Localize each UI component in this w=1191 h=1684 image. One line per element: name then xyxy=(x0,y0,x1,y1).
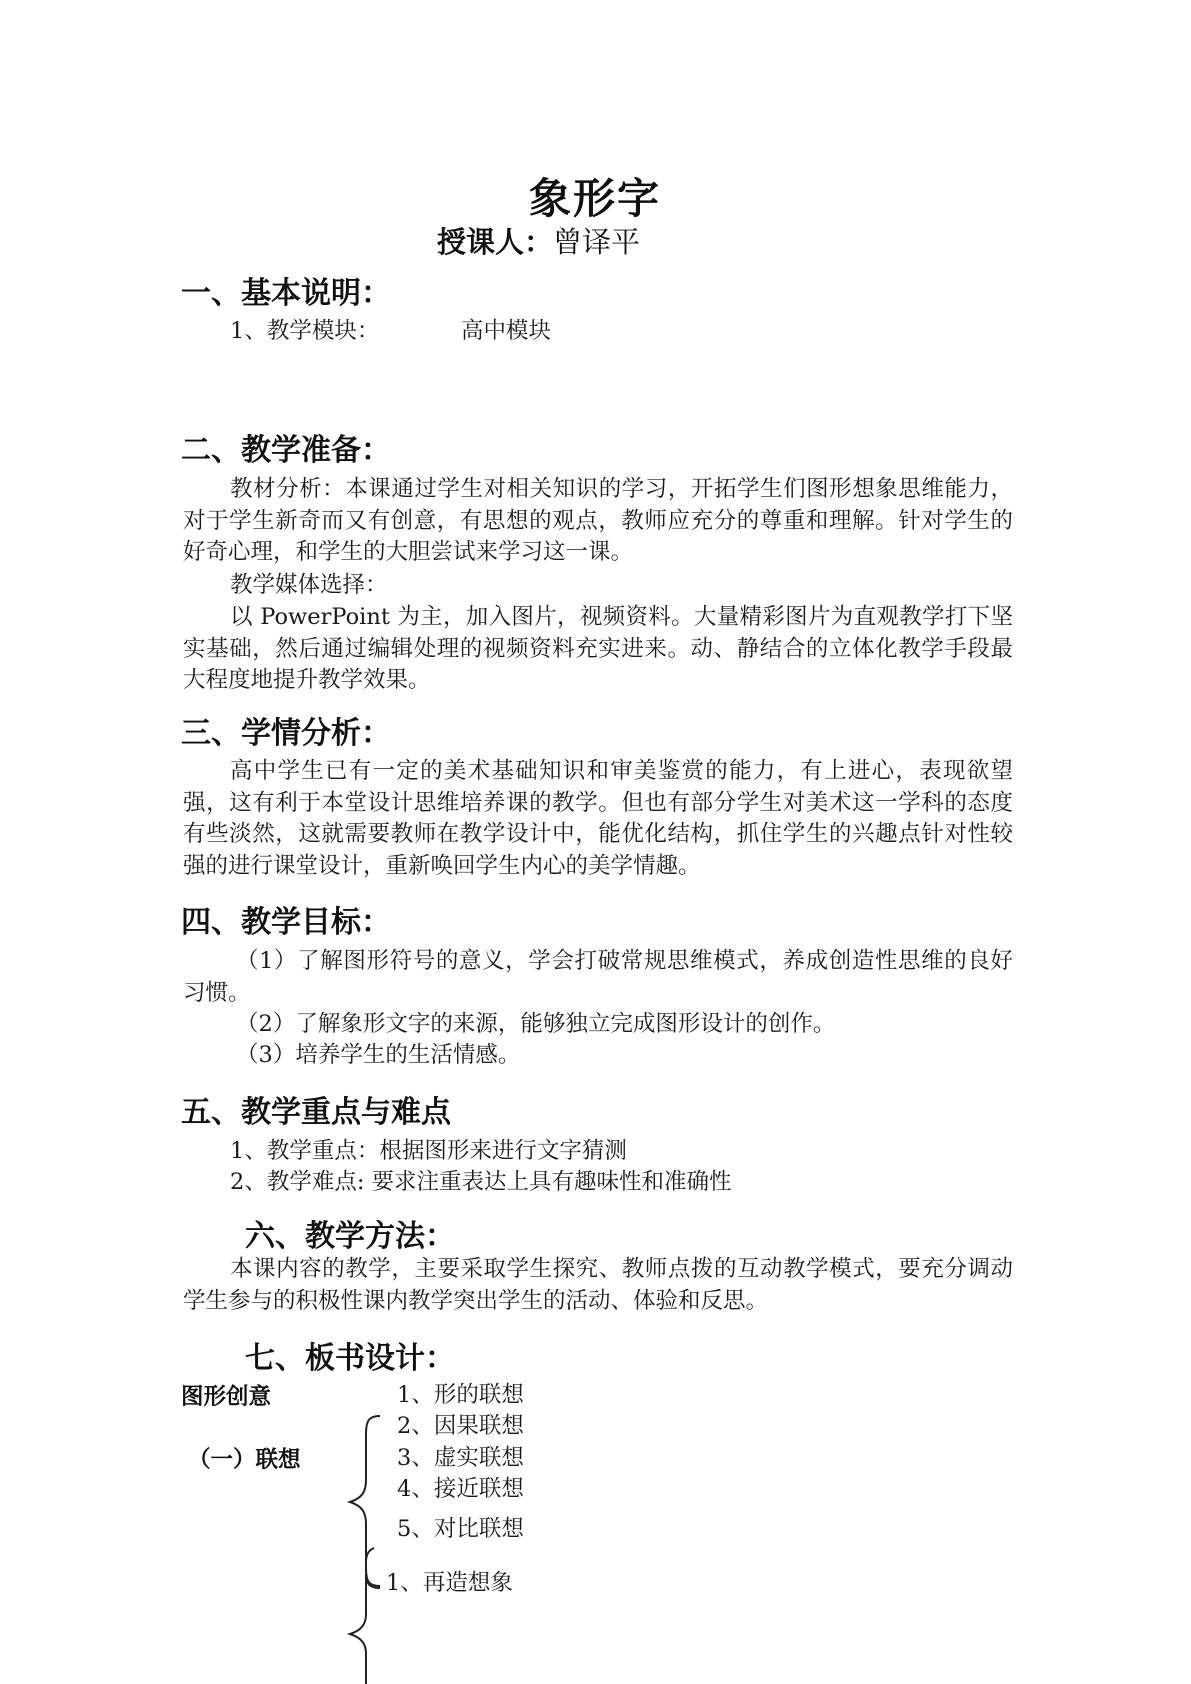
board-item-imagination: 1、再造想象 xyxy=(386,1570,513,1596)
board-title: 图形创意 xyxy=(181,1384,272,1410)
board-item: 3、虚实联想 xyxy=(397,1445,524,1471)
section-heading-methods: 六、教学方法： xyxy=(245,1219,455,1254)
section-heading-basic: 一、基本说明： xyxy=(181,276,391,311)
goal-item-3: （3）培养学生的生活情感。 xyxy=(236,1042,521,1068)
brace-imagination xyxy=(336,1544,396,1684)
board-item: 2、因果联想 xyxy=(397,1413,524,1439)
media-selection-paragraph: 以 PowerPoint 为主，加入图片，视频资料。大量精彩图片为直观教学打下坚实基础，然后通过编辑处理的视频资料充实进来。动、静结合的立体化教学手段最大程度地提升教学效果。 xyxy=(183,604,1013,693)
section-heading-student-analysis: 三、学情分析： xyxy=(181,716,391,751)
board-item: 4、接近联想 xyxy=(397,1476,524,1502)
author-name: 曾译平 xyxy=(553,225,641,259)
section-heading-board-design: 七、板书设计： xyxy=(245,1341,455,1376)
section-heading-preparation: 二、教学准备： xyxy=(181,433,391,468)
material-analysis-paragraph: 教材分析：本课通过学生对相关知识的学习，开拓学生们图形想象思维能力，对于学生新奇而又有创意，有思想的观点，教师应充分的尊重和理解。针对学生的好奇心理，和学生的大胆尝试来学习这一课。 xyxy=(183,476,1013,565)
methods-paragraph: 本课内容的教学，主要采取学生探究、教师点拨的互动教学模式，要充分调动学生参与的积极性课内教学突出学生的活动、体验和反思。 xyxy=(183,1256,1013,1314)
goal-item-2: （2）了解象形文字的来源，能够独立完成图形设计的创作。 xyxy=(236,1011,836,1037)
module-value: 高中模块 xyxy=(461,318,552,344)
key-point-item: 1、教学重点：根据图形来进行文字猜测 xyxy=(230,1138,627,1164)
difficulty-item: 2、教学难点: 要求注重表达上具有趣味性和准确性 xyxy=(230,1169,732,1195)
author-line xyxy=(437,220,640,261)
board-item: 1、形的联想 xyxy=(397,1382,524,1408)
module-label: 1、教学模块： xyxy=(230,318,380,344)
document-title: 象形字 xyxy=(529,174,662,223)
section-heading-key-points: 五、教学重点与难点 xyxy=(181,1095,451,1130)
goal-item-1: （1）了解图形符号的意义，学会打破常规思维模式，养成创造性思维的良好习惯。 xyxy=(183,948,1013,1006)
student-analysis-paragraph: 高中学生已有一定的美术基础知识和审美鉴赏的能力，有上进心，表现欲望强，这有利于本堂设计思维培养课的教学。但也有部分学生对美术这一学科的态度有些淡然，这就需要教师在教学设计中，能优化结构，抓住学生的兴趣点针对性较强的进行课堂设计，重新唤回学生内心的美学情趣。 xyxy=(183,758,1013,879)
board-group-association: （一）联想 xyxy=(188,1447,301,1473)
board-item: 5、对比联想 xyxy=(397,1516,524,1542)
section-heading-goals: 四、教学目标： xyxy=(181,905,391,940)
media-selection-label: 教学媒体选择： xyxy=(230,572,388,598)
author-label: 授课人： xyxy=(437,225,554,259)
